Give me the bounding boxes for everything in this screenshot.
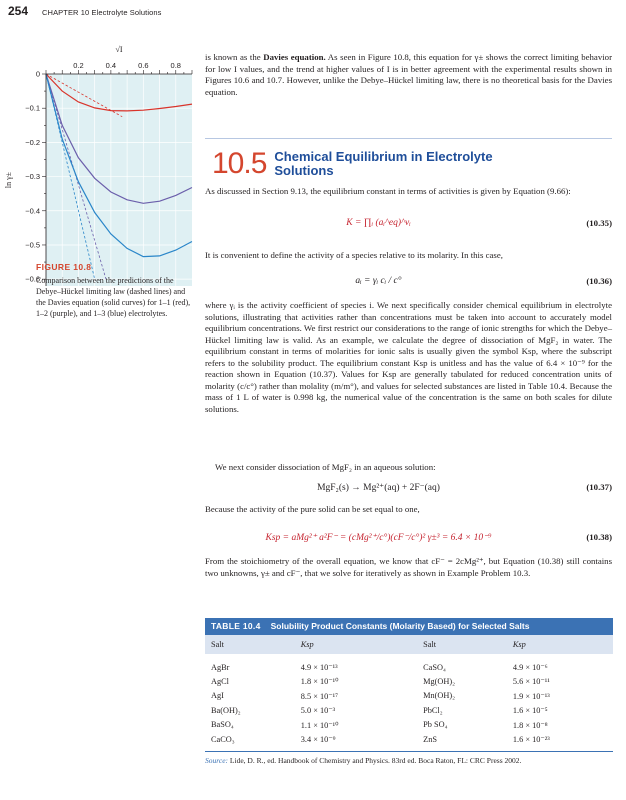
x-tick-label: 0.4 bbox=[105, 61, 117, 70]
table-cell: 1.6 × 10⁻²³ bbox=[512, 735, 550, 745]
table-row bbox=[205, 654, 613, 674]
table-row bbox=[205, 689, 613, 704]
paragraph-6-text: From the stoichiometry of the overall equation, we know that cF⁻ = 2cMg²⁺, but Equation (10.38) still contains two unknowns, γ± and cF⁻, that we solve for iteratively as shown in Example Problem 10.3. bbox=[205, 556, 612, 578]
table-cell: 4.9 × 10⁻¹³ bbox=[300, 663, 338, 672]
table-header-row bbox=[205, 635, 613, 654]
paragraph-1-text: As discussed in Section 9.13, the equilibrium constant in terms of activities is given by Equation (9.66): bbox=[205, 186, 571, 196]
column-header: Ksp bbox=[512, 640, 526, 649]
column-header: Ksp bbox=[300, 640, 314, 649]
figure-label: FIGURE 10.8 bbox=[36, 262, 92, 272]
table-cell: AgI bbox=[211, 691, 224, 701]
table-row bbox=[205, 732, 613, 747]
table-cell: 8.5 × 10⁻¹⁷ bbox=[300, 691, 339, 701]
equation-10-36-body: aᵢ = γᵢ cᵢ / c° bbox=[355, 276, 402, 286]
section-title: Chemical Equilibrium in Electrolyte Solutions bbox=[274, 149, 493, 178]
y-axis-label: ln γ± bbox=[4, 171, 13, 189]
table-cell: 1.9 × 10⁻¹³ bbox=[512, 691, 550, 701]
equation-10-36-number: (10.36) bbox=[586, 276, 612, 286]
table-cell: 5.6 × 10⁻¹¹ bbox=[512, 677, 550, 687]
x-tick-label: 0.2 bbox=[73, 61, 84, 70]
section-number: 10.5 bbox=[212, 147, 267, 180]
paragraph-6 bbox=[205, 556, 612, 579]
table-10-4 bbox=[205, 618, 613, 765]
paragraph-3 bbox=[205, 300, 612, 415]
table-row bbox=[205, 718, 613, 733]
figure-caption-text: Comparison between the predictions of the Debye–Hückel limiting law (dashed lines) and the Davies equation (solid curves) for 1–1 (red), 1–2 (purple), and 1–3 (blue) electrolytes. bbox=[36, 276, 191, 318]
table-cell: CaCO₃ bbox=[211, 734, 235, 744]
table-cell: 1.6 × 10⁻⁵ bbox=[512, 706, 548, 716]
table-source bbox=[205, 751, 613, 765]
table-cell: Ba(OH)₂ bbox=[211, 705, 241, 715]
y-tick-label: −0.4 bbox=[25, 206, 40, 216]
page-number: 254 bbox=[8, 4, 29, 18]
plot-area bbox=[46, 74, 192, 286]
ksp-table bbox=[205, 635, 613, 747]
table-cell: BaSO₄ bbox=[211, 720, 234, 730]
paragraph-3-text: where γᵢ is the activity coefficient of species i. We next specifically consider chemical equilibrium in electrolyte solutions, illustrating that activities rather than concentrations must be taken into account to accurately model equilibrium concentrations. We first restrict our considerations to the range of ionic strengths for which the Debye–Hückel limiting law is valid. As an example, we calculate the degree of dissociation of MgF₂ in water. The equilibrium constant in terms of molarities for ionic salts is usually given the symbol Ksp, where the subscript refers to the solubility product. The equilibrium constant Ksp is unitless and has the value of 6.4 × 10⁻⁹ for the reaction shown in Equation (10.37). Values for Ksp are generally tabulated for reduced concentration units of molarity (c/c°) rather than molality (m/m°), and values for selected substances are listed in Table 10.4. Because the mass of 1 L of water is 0.998 kg, the numerical value of the concentration is the same on both scales for dilute solutions. bbox=[205, 300, 612, 414]
davies-term: Davies equation. bbox=[263, 52, 326, 62]
equation-10-38 bbox=[205, 524, 612, 554]
table-cell: AgCl bbox=[211, 676, 229, 686]
table-cell: 4.9 × 10⁻⁶ bbox=[512, 663, 548, 672]
paragraph-2-text: It is convenient to define the activity of a species relative to its molarity. In this case, bbox=[205, 250, 503, 260]
intro-paragraph bbox=[205, 52, 612, 98]
source-label: Source: bbox=[205, 755, 229, 765]
paragraph-1 bbox=[205, 186, 612, 198]
x-tick-label: 0.6 bbox=[138, 61, 149, 70]
x-tick-label: 0.8 bbox=[170, 61, 181, 70]
table-cell: CaSO₄ bbox=[423, 662, 446, 672]
equation-10-37-number: (10.37) bbox=[586, 482, 612, 492]
table-number: TABLE 10.4 bbox=[211, 621, 261, 631]
table-cell: Mg(OH)₂ bbox=[423, 676, 456, 686]
y-tick-label: −0.2 bbox=[25, 137, 40, 147]
equation-10-38-number: (10.38) bbox=[586, 532, 612, 542]
y-tick-label: 0 bbox=[35, 69, 40, 79]
paragraph-5 bbox=[205, 504, 612, 516]
equation-10-35 bbox=[205, 214, 612, 236]
equation-10-37-body: MgF₂(s) → Mg²⁺(aq) + 2F⁻(aq) bbox=[317, 483, 440, 493]
table-cell: 5.0 × 10⁻³ bbox=[300, 706, 336, 716]
section-rule bbox=[205, 138, 612, 139]
table-cell: AgBr bbox=[211, 662, 230, 672]
intro-text-2: As seen in Figure 10.8, this equation for γ± shows the correct limiting behavior for low I values, and the trend at higher values of I is in better agreement with the experimental results shown in Figures 10.6 and 10.7. However, unlike the Debye–Hückel limiting law, there is no theoretical basis for the Davies equation. bbox=[205, 52, 612, 97]
equation-10-35-number: (10.35) bbox=[586, 218, 612, 228]
intro-text-1: is known as the bbox=[205, 52, 264, 62]
table-title: Solubility Product Constants (Molarity Based) for Selected Salts bbox=[270, 621, 530, 631]
table-cell: 1.8 × 10⁻¹⁰ bbox=[300, 677, 339, 687]
table-title-bar bbox=[205, 618, 613, 635]
page-header bbox=[8, 4, 618, 20]
table-cell: Pb SO₄ bbox=[423, 720, 448, 730]
table-cell: 1.1 × 10⁻¹⁰ bbox=[300, 720, 339, 730]
running-head: CHAPTER 10 Electrolyte Solutions bbox=[42, 8, 162, 17]
equation-10-38-body: Ksp = aMg²⁺ a²F⁻ = (cMg²⁺/c°)(cF⁻/c°)² γ±³ = 6.4 × 10⁻⁹ bbox=[265, 533, 492, 543]
figure-caption bbox=[36, 262, 194, 319]
y-tick-label: −0.3 bbox=[25, 172, 40, 182]
column-header: Salt bbox=[211, 640, 224, 649]
source-text: Lide, D. R., ed. Handbook of Chemistry and Physics. 83rd ed. Boca Raton, FL: CRC Press 2002. bbox=[228, 755, 522, 765]
equation-10-36 bbox=[205, 272, 612, 294]
equation-10-37 bbox=[205, 478, 612, 500]
section-heading bbox=[212, 144, 612, 184]
table-row bbox=[205, 674, 613, 689]
table-cell: PbCl₂ bbox=[423, 705, 443, 715]
paragraph-5-text: Because the activity of the pure solid can be set equal to one, bbox=[205, 504, 420, 514]
table-cell: ZnS bbox=[423, 734, 437, 744]
paragraph-4 bbox=[205, 462, 612, 474]
paragraph-2 bbox=[205, 250, 612, 262]
y-tick-label: −0.5 bbox=[25, 240, 40, 250]
y-tick-label: −0.1 bbox=[25, 103, 40, 113]
paragraph-4-text: We next consider dissociation of MgF₂ in an aqueous solution: bbox=[215, 462, 436, 472]
y-tick-label: −0.6 bbox=[25, 274, 40, 284]
x-axis-label: √I bbox=[115, 45, 123, 54]
table-row bbox=[205, 703, 613, 718]
column-header: Salt bbox=[423, 640, 437, 649]
equation-10-35-body: K = ∏ᵢ (aᵢ^eq)^νᵢ bbox=[346, 218, 411, 228]
table-cell: Mn(OH)₂ bbox=[423, 691, 456, 701]
table-cell: 1.8 × 10⁻⁸ bbox=[512, 720, 548, 730]
table-cell: 3.4 × 10⁻⁹ bbox=[300, 735, 336, 745]
